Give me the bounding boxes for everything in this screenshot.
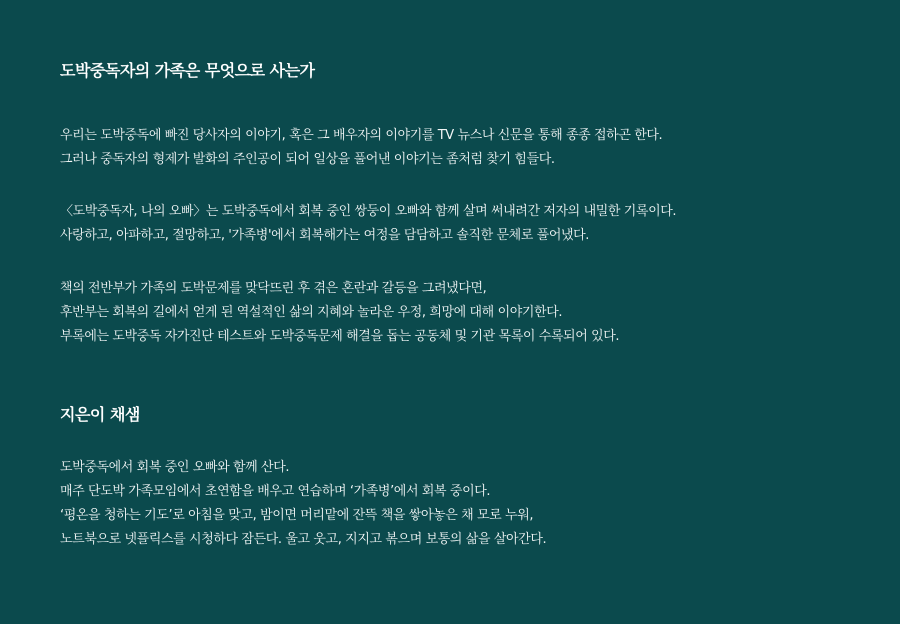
- text-line: 노트북으로 넷플릭스를 시청하다 잠든다. 울고 웃고, 지지고 볶으며 보통의 삶을 살아간다.: [60, 532, 547, 547]
- book-section-title: 도박중독자의 가족은 무엇으로 사는가: [60, 61, 315, 80]
- text-line: 도박중독에서 회복 중인 오빠와 함께 산다.: [60, 460, 290, 475]
- author-bio: [60, 456, 546, 552]
- text-line: 부록에는 도박중독 자가진단 테스트와 도박중독문제 해결을 돕는 공동체 및 기관 목록이 수록되어 있다.: [60, 329, 620, 344]
- text-line: 우리는 도박중독에 빠진 당사자의 이야기, 혹은 그 배우자의 이야기를 TV 뉴스나 신문을 통해 종종 접하곤 한다.: [60, 128, 663, 143]
- text-line: 그러나 중독자의 형제가 발화의 주인공이 되어 일상을 풀어낸 이야기는 좀처럼 찾기 힘들다.: [60, 152, 555, 167]
- text-line: 매주 단도박 가족모임에서 초연함을 배우고 연습하며 ‘가족병’에서 회복 중이다.: [60, 484, 491, 499]
- text-line: 책의 전반부가 가족의 도박문제를 맞닥뜨린 후 겪은 혼란과 갈등을 그려냈다면,: [60, 281, 487, 296]
- text-line: 〈도박중독자, 나의 오빠〉는 도박중독에서 회복 중인 쌍둥이 오빠와 함께 살며 써내려간 저자의 내밀한 기록이다.: [60, 204, 677, 219]
- book-paragraph-1: [60, 124, 662, 172]
- book-paragraph-3: [60, 277, 619, 349]
- text-line: 사랑하고, 아파하고, 절망하고, '가족병'에서 회복해가는 여정을 담담하고 솔직한 문체로 풀어냈다.: [60, 228, 590, 243]
- text-line: 후반부는 회복의 길에서 얻게 된 역설적인 삶의 지혜와 놀라운 우정, 희망에 대해 이야기한다.: [60, 305, 563, 320]
- author-section-title: 지은이 채샘: [60, 405, 140, 424]
- book-paragraph-2: [60, 200, 676, 248]
- text-line: ‘평온을 청하는 기도’로 아침을 맞고, 밤이면 머리맡에 잔뜩 책을 쌓아놓은 채 모로 누워,: [60, 508, 534, 523]
